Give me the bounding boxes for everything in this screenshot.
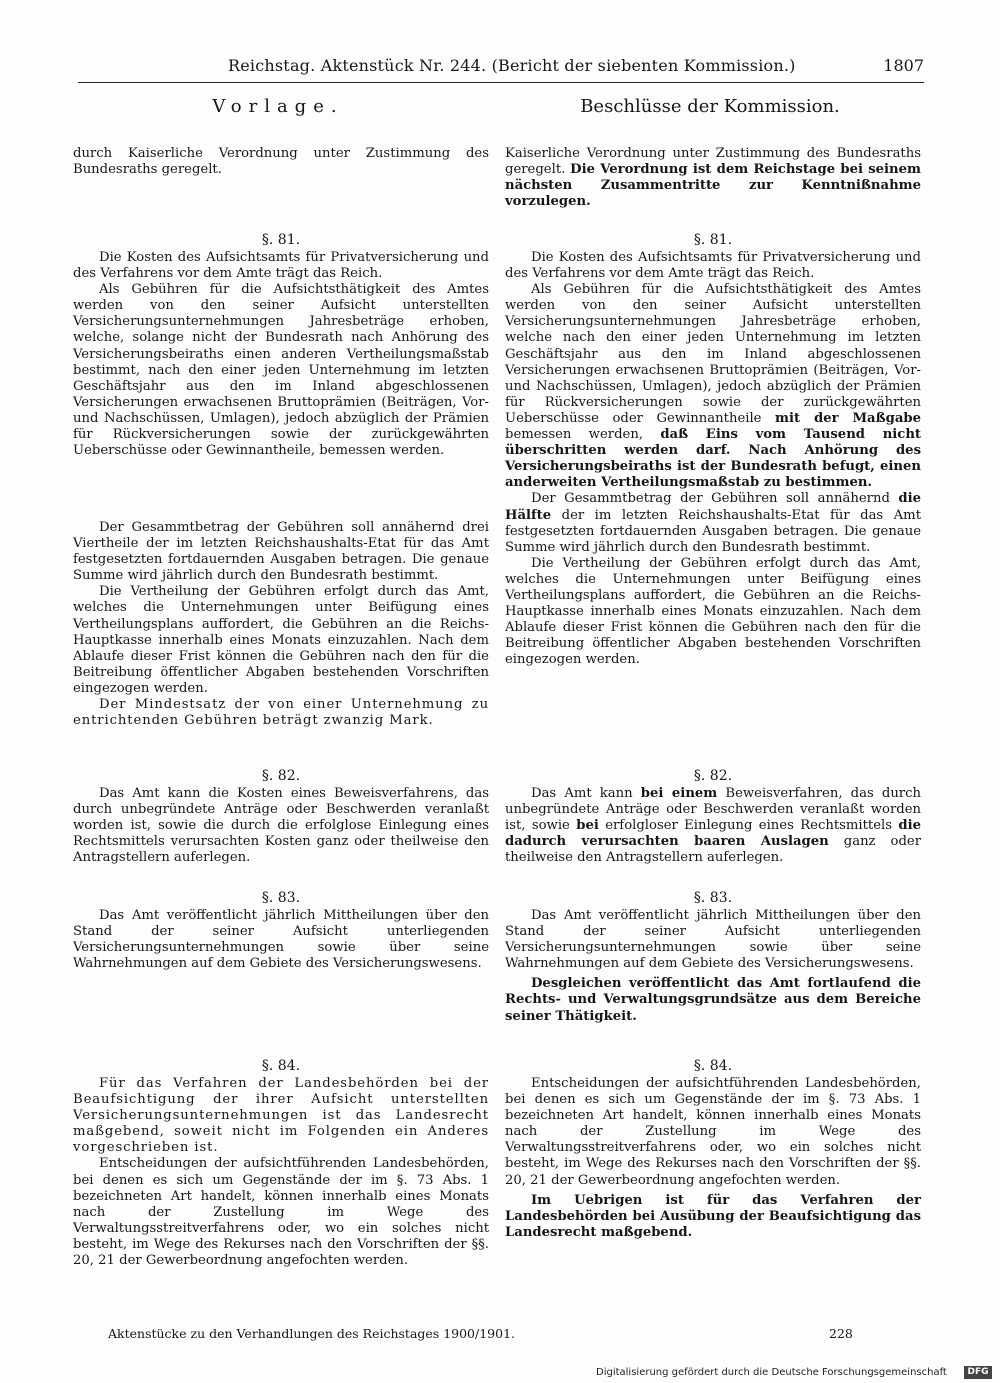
left-s83-p1: Das Amt veröffentlicht jährlich Mittheilungen über den Stand der seiner Aufsicht unterliegenden Versicherungsunternehmungen sowie über seine Wahrnehmungen auf dem Gebiete des Versicherungswesens. bbox=[73, 908, 489, 972]
left-s84-title: §. 84. bbox=[261, 1058, 301, 1074]
page-number: 1807 bbox=[883, 56, 924, 75]
left-s81-p2: Als Gebühren für die Aufsichtsthätigkeit des Amtes werden von den seiner Aufsicht unterstellten Versicherungsunternehmungen Jahresbeträge erhoben, welche, solange nicht der Bundesrath nach Anhörung des Versicherungsbeiraths einen anderen Vertheilungsmaßstab bestimmt, nach den einer jeden Unternehmung im letzten Geschäftsjahr aus den im Inland abgeschlossenen Versicherungen erwachsenen Bruttoprämien (Beiträgen, Vor- und Nachschüssen, Umlagen), jedoch abzüglich der Prämien für Rückversicherungen sowie der zurückgewährten Ueberschüsse oder Gewinnantheile, bemessen werden. bbox=[73, 282, 489, 459]
left-s84-p1: Für das Verfahren der Landesbehörden bei der Beaufsichtigung der ihrer Aufsicht unterstellten Versicherungsunternehmungen ist das Landesrecht maßgebend, soweit nicht im Folgenden ein Anderes vorgeschrieben ist. bbox=[73, 1076, 489, 1156]
right-s81-title: §. 81. bbox=[693, 232, 733, 248]
left-s81-continued bbox=[73, 520, 489, 729]
right-section-82 bbox=[505, 768, 921, 866]
left-s81-p1: Die Kosten des Aufsichtsamts für Privatversicherung und des Verfahrens vor dem Amte trägt das Reich. bbox=[73, 250, 489, 282]
footer-sheet-number: 228 bbox=[829, 1326, 853, 1341]
right-intro-amendment: Die Verordnung ist dem Reichstage bei seinem nächsten Zusammentritte zur Kenntnißnahme vorzulegen. bbox=[505, 162, 921, 210]
right-s81-p4: Die Vertheilung der Gebühren erfolgt durch das Amt, welches die Unternehmungen unter Beifügung eines Vertheilungsplans auffordert, die Gebühren an die Reichs-Hauptkasse innerhalb eines Monats einzuzahlen. Nach dem Ablaufe dieser Frist können die Gebühren nach den für die Beitreibung öffentlicher Abgaben bestehenden Vorschriften eingezogen werden. bbox=[505, 555, 921, 668]
running-header-title: Reichstag. Aktenstück Nr. 244. (Bericht der siebenten Kommission.) bbox=[228, 56, 796, 75]
right-s82-title: §. 82. bbox=[693, 768, 733, 784]
right-s81-p2-d: daß Eins vom Tausend nicht überschritten werden darf. Nach Anhörung des Versicherungsbeiraths ist der Bundesrath befugt, einen anderweiten Vertheilungsmaßstab zu bestimmen. bbox=[505, 427, 922, 491]
left-s82-title: §. 82. bbox=[261, 768, 301, 784]
right-s82-p1-b: bei einem bbox=[640, 786, 718, 801]
right-s84-p1: Entscheidungen der aufsichtführenden Landesbehörden, bei denen es sich um Gegenstände der im §. 73 Abs. 1 bezeichneten Art handelt, können innerhalb eines Monats nach der Zustellung im Wege des Verwaltungsstreitverfahrens oder, wo ein solches nicht besteht, im Wege des Rekurses nach den Vorschriften der §§. 20, 21 der Gewerbeordnung angefochten werden. bbox=[505, 1076, 921, 1188]
right-s84-p2: Im Uebrigen ist für das Verfahren der Landesbehörden bei Ausübung der Beaufsichtigung das Landesrecht maßgebend. bbox=[505, 1192, 921, 1240]
footer-publication: Aktenstücke zu den Verhandlungen des Reichstages 1900/1901. bbox=[108, 1326, 516, 1341]
left-s81-p4: Die Vertheilung der Gebühren erfolgt durch das Amt, welches die Unternehmungen unter Beifügung eines Vertheilungsplans auffordert, die Gebühren an die Reichs-Hauptkasse innerhalb eines Monats einzuzahlen. Nach dem Ablaufe dieser Frist können die Gebühren nach den für die Beitreibung öffentlicher Abgaben bestehenden Vorschriften eingezogen werden. bbox=[73, 584, 489, 696]
dfg-logo: DFG bbox=[964, 1366, 992, 1379]
left-section-82 bbox=[73, 768, 489, 866]
left-section-83 bbox=[73, 890, 489, 972]
left-s81-p3: Der Gesammtbetrag der Gebühren soll annähernd drei Viertheile der im letzten Reichshaushalts-Etat für das Amt festgesetzten fortdauernden Ausgaben betragen. Die genaue Summe wird jährlich durch den Bundesrath bestimmt. bbox=[73, 520, 489, 584]
left-s81-p5: Der Mindestsatz der von einer Unternehmung zu entrichtenden Gebühren beträgt zwanzig Mark. bbox=[73, 697, 489, 729]
right-s83-title: §. 83. bbox=[693, 890, 733, 906]
right-s81-p3-a: Der Gesammtbetrag der Gebühren soll annähernd bbox=[531, 491, 899, 507]
left-s83-title: §. 83. bbox=[261, 890, 301, 906]
right-s81-p2-c: bemessen werden, bbox=[505, 427, 661, 443]
right-s81-p2 bbox=[505, 282, 921, 491]
right-s82-p1 bbox=[505, 786, 921, 866]
left-intro bbox=[73, 146, 489, 178]
right-s81-p2-b: mit der Maßgabe bbox=[775, 410, 921, 426]
right-s83-p1: Das Amt veröffentlicht jährlich Mittheilungen über den Stand der seiner Aufsicht unterliegenden Versicherungsunternehmungen sowie über seine Wahrnehmungen auf dem Gebiete des Versicherungswesens. bbox=[505, 908, 921, 972]
right-section-81 bbox=[505, 232, 921, 668]
right-s82-p1-e: erfolgloser Einlegung eines Rechtsmittels bbox=[598, 818, 899, 834]
right-s81-p3-b: die Hälfte bbox=[505, 491, 921, 523]
right-s83-p2: Desgleichen veröffentlicht das Amt fortlaufend die Rechts- und Verwaltungsgrundsätze aus dem Bereiche seiner Thätigkeit. bbox=[505, 976, 921, 1024]
right-section-83 bbox=[505, 890, 921, 1025]
right-s81-p3 bbox=[505, 491, 921, 555]
right-s82-p1-c: Beweisverfahren, das durch unbegründete Anträge oder Beschwerden veranlaßt worden ist, sowie bbox=[505, 786, 921, 834]
left-s84-p2: Entscheidungen der aufsichtführenden Landesbehörden, bei denen es sich um Gegenstände der im §. 73 Abs. 1 bezeichneten Art handelt, können innerhalb eines Monats nach der Zustellung im Wege des Verwaltungsstreitverfahrens oder, wo ein solches nicht besteht, im Wege des Rekurses nach den Vorschriften der §§. 20, 21 der Gewerbeordnung angefochten werden. bbox=[73, 1156, 489, 1269]
right-section-84 bbox=[505, 1058, 921, 1241]
right-s82-p1-a: Das Amt kann bbox=[531, 786, 641, 801]
right-s81-p3-c: der im letzten Reichshaushalts-Etat für das Amt festgesetzten fortdauernden Ausgaben betragen. Die genaue Summe wird jährlich durch den Bundesrath bestimmt. bbox=[505, 507, 921, 555]
left-intro-text: durch Kaiserliche Verordnung unter Zustimmung des Bundesraths geregelt. bbox=[73, 146, 489, 178]
digitization-note: Digitalisierung gefördert durch die Deutsche Forschungsgemeinschaft bbox=[596, 1367, 947, 1378]
left-column-heading: Vorlage. bbox=[212, 96, 344, 117]
left-section-84 bbox=[73, 1058, 489, 1269]
right-s81-p1: Die Kosten des Aufsichtsamts für Privatversicherung und des Verfahrens vor dem Amte trägt das Reich. bbox=[505, 250, 921, 282]
right-intro-plain: Kaiserliche Verordnung unter Zustimmung des Bundesraths geregelt. bbox=[505, 146, 921, 178]
running-header bbox=[78, 54, 924, 83]
left-s81-title: §. 81. bbox=[261, 232, 301, 248]
right-s82-p1-g: ganz oder theilweise den Antragstellern auferlegen. bbox=[505, 834, 921, 866]
right-s81-p2-a: Als Gebühren für die Aufsichtsthätigkeit des Amtes werden von den seiner Aufsicht unterstellten Versicherungsunternehmungen Jahresbeträge erhoben, welche nach den einer jeden Unternehmung im letzten Geschäftsjahr aus den im Inland abgeschlossenen Versicherungen erwachsenen Bruttoprämien (Beiträgen, Vor- und Nachschüssen, Umlagen), jedoch abzüglich der Prämien für Rückversicherungen sowie der zurückgewährten Ueberschüsse oder Gewinnantheile bbox=[505, 282, 921, 426]
right-intro-text bbox=[505, 146, 921, 210]
left-section-81 bbox=[73, 232, 489, 459]
right-column-heading: Beschlüsse der Kommission. bbox=[580, 96, 840, 117]
left-s82-p1: Das Amt kann die Kosten eines Beweisverfahrens, das durch unbegründete Anträge oder Beschwerden veranlaßt worden ist, sowie die durch die erfolglose Einlegung eines Rechtsmittels verursachten Kosten ganz oder theilweise den Antragstellern auferlegen. bbox=[73, 786, 489, 866]
right-s82-p1-f: die dadurch verursachten baaren Auslagen bbox=[505, 818, 921, 850]
right-s82-p1-d: bei bbox=[576, 818, 599, 834]
right-intro bbox=[505, 146, 921, 210]
right-s84-title: §. 84. bbox=[693, 1058, 733, 1074]
